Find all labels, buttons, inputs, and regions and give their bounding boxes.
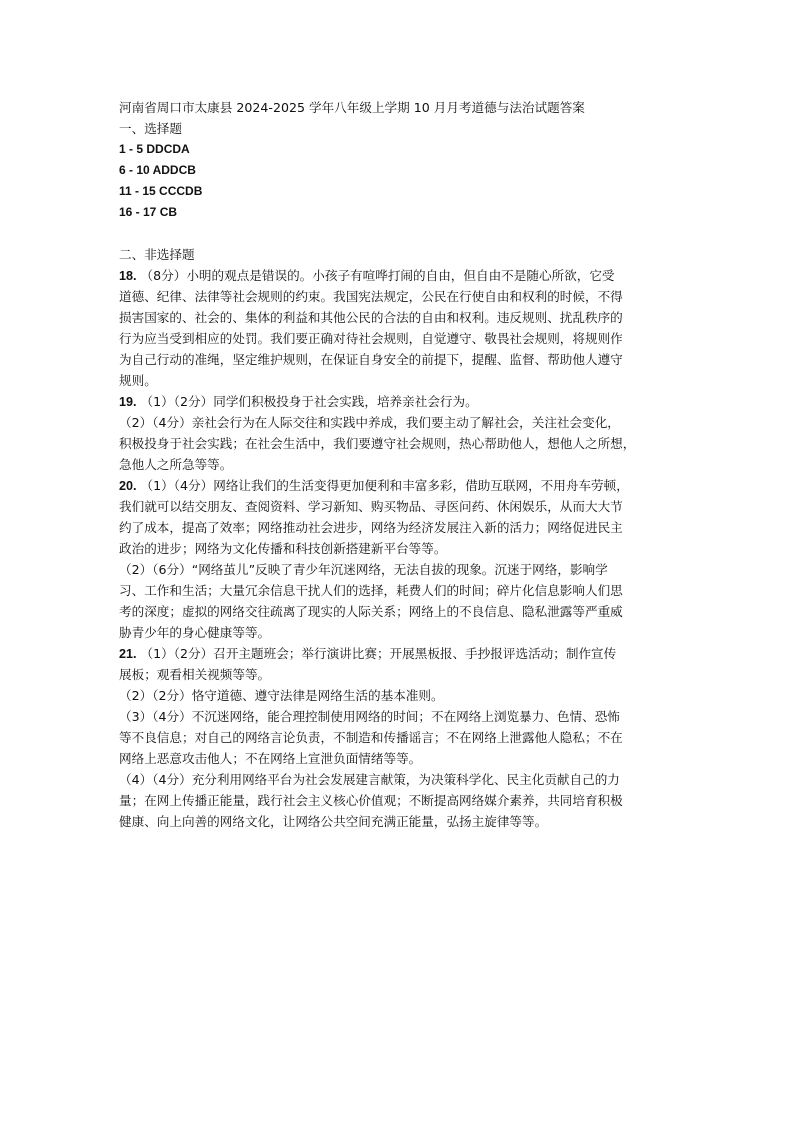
answer-text: 展板；观看相关视频等等。 xyxy=(119,667,271,682)
question-range: 1 - 5 xyxy=(119,142,144,156)
answer-text: （8分）小明的观点是错误的。小孩子有喧哗打闹的自由，但自由不是随心所欲，它受 xyxy=(140,268,615,283)
spacer xyxy=(119,223,685,244)
answer-text: 健康、向上向善的网络文化，让网络公共空间充满正能量，弘扬主旋律等等。 xyxy=(119,814,548,829)
answer-text: 积极投身于社会实践；在社会生活中，我们要遵守社会规则，热心帮助他人，想他人之所想， xyxy=(119,436,636,451)
answer-line xyxy=(119,601,685,622)
document-page xyxy=(119,97,685,832)
answer-text: 量；在网上传播正能量，践行社会主义核心价值观；不断提高网络媒介素养，共同培育积极 xyxy=(119,793,623,808)
answer-text: 习、工作和生活；大量冗余信息干扰人们的选择，耗费人们的时间；碎片化信息影响人们思 xyxy=(119,583,623,598)
answer-text: 行为应当受到相应的处罚。我们要正确对待社会规则，自觉遵守、敬畏社会规则，将规则作 xyxy=(119,331,623,346)
answer-line xyxy=(119,559,685,580)
answer-line xyxy=(119,370,685,391)
answer-line xyxy=(119,454,685,475)
answer-line xyxy=(119,664,685,685)
answer-text: （3）（4分）不沉迷网络，能合理控制使用网络的时间；不在网络上浏览暴力、色情、恐怖 xyxy=(119,709,620,724)
section-heading-choice: 一、选择题 xyxy=(119,121,182,136)
answer-text: 损害国家的、社会的、集体的利益和其他公民的合法的自由和权利。违反规则、扰乱秩序的 xyxy=(119,310,623,325)
answer-text: 我们就可以结交朋友、查阅资料、学习新知、购买物品、寻医问药、休闲娱乐，从而大大节 xyxy=(119,499,623,514)
answer-line xyxy=(119,475,685,496)
answer-line xyxy=(119,538,685,559)
answer-line xyxy=(119,349,685,370)
answer-line xyxy=(119,412,685,433)
answer-line xyxy=(119,706,685,727)
answer-line xyxy=(119,643,685,664)
answer-line xyxy=(119,622,685,643)
answer-text: （1）（4分）网络让我们的生活变得更加便利和丰富多彩，借助互联网，不用舟车劳顿， xyxy=(140,478,629,493)
answer-keys: ADDCB xyxy=(152,163,196,177)
answer-text: 为自己行动的准绳，坚定维护规则，在保证自身安全的前提下，提醒、监督、帮助他人遵守 xyxy=(119,352,623,367)
question-range: 16 - 17 xyxy=(119,205,157,219)
answer-line xyxy=(119,286,685,307)
answer-keys: DDCDA xyxy=(146,142,190,156)
choice-answer-row xyxy=(119,139,685,160)
answer-line xyxy=(119,496,685,517)
answer-keys: CB xyxy=(159,205,178,219)
choice-answer-row xyxy=(119,160,685,181)
answer-line xyxy=(119,433,685,454)
answer-line xyxy=(119,727,685,748)
answer-text: （2）（6分）“网络茧儿”反映了青少年沉迷网络，无法自拔的现象。沉迷于网络，影响学 xyxy=(119,562,608,577)
answer-line xyxy=(119,748,685,769)
answer-text: （1）（2分）同学们积极投身于社会实践，培养亲社会行为。 xyxy=(140,394,478,409)
answer-text: 胁青少年的身心健康等等。 xyxy=(119,625,271,640)
answer-line xyxy=(119,307,685,328)
document-title: 河南省周口市太康县 2024-2025 学年八年级上学期 10 月月考道德与法治试题答案 xyxy=(119,100,585,115)
answer-line xyxy=(119,769,685,790)
section-heading-non-choice: 二、非选择题 xyxy=(119,247,195,262)
question-number: 20. xyxy=(119,479,137,493)
answer-text: （2）（4分）亲社会行为在人际交往和实践中养成，我们要主动了解社会，关注社会变化， xyxy=(119,415,620,430)
answer-text: 道德、纪律、法律等社会规则的约束。我国宪法规定，公民在行使自由和权利的时候，不得 xyxy=(119,289,623,304)
choice-answer-row xyxy=(119,202,685,223)
answer-line xyxy=(119,265,685,286)
answer-text: （1）（2分）召开主题班会；举行演讲比赛；开展黑板报、手抄报评选活动；制作宣传 xyxy=(140,646,617,661)
answer-text: （2）（2分）恪守道德、遵守法律是网络生活的基本准则。 xyxy=(119,688,444,703)
answer-line xyxy=(119,790,685,811)
answer-text: 约了成本，提高了效率；网络推动社会进步，网络为经济发展注入新的活力；网络促进民主 xyxy=(119,520,623,535)
question-range: 6 - 10 xyxy=(119,163,150,177)
answer-text: 规则。 xyxy=(119,373,157,388)
answer-line xyxy=(119,328,685,349)
answer-text: 急他人之所急等等。 xyxy=(119,457,233,472)
choice-answer-row xyxy=(119,181,685,202)
answer-text: 网络上恶意攻击他人；不在网络上宣泄负面情绪等等。 xyxy=(119,751,422,766)
answer-line xyxy=(119,517,685,538)
answer-keys: CCCDB xyxy=(159,184,203,198)
question-number: 19. xyxy=(119,395,137,409)
answer-line xyxy=(119,580,685,601)
answer-text: 考的深度；虚拟的网络交往疏离了现实的人际关系；网络上的不良信息、隐私泄露等严重威 xyxy=(119,604,623,619)
non-choice-answers xyxy=(119,265,685,832)
answer-text: （4）（4分）充分利用网络平台为社会发展建言献策，为决策科学化、民主化贡献自己的力 xyxy=(119,772,620,787)
answer-line xyxy=(119,811,685,832)
question-number: 21. xyxy=(119,647,137,661)
answer-text: 政治的进步；网络为文化传播和科技创新搭建新平台等等。 xyxy=(119,541,447,556)
answer-text: 等不良信息；对自己的网络言论负责，不制造和传播谣言；不在网络上泄露他人隐私；不在 xyxy=(119,730,623,745)
question-number: 18. xyxy=(119,269,137,283)
choice-answers xyxy=(119,139,685,223)
answer-line xyxy=(119,685,685,706)
answer-line xyxy=(119,391,685,412)
question-range: 11 - 15 xyxy=(119,184,156,198)
